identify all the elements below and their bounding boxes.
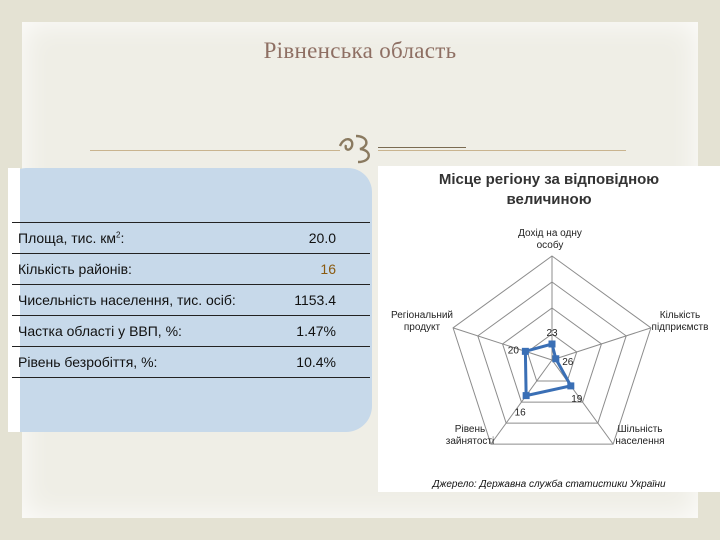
axis-label-employment: Рівень зайнятості xyxy=(445,424,495,447)
radar-value-label: 16 xyxy=(514,407,526,419)
radar-value-label: 23 xyxy=(546,328,558,339)
table-row xyxy=(12,285,370,316)
stats-table xyxy=(12,222,370,378)
chart-title: Місце регіону за відповідною величиною xyxy=(438,171,660,208)
stat-label-districts: Кількість районів: xyxy=(18,261,132,277)
radar-point-3 xyxy=(523,392,530,399)
table-row xyxy=(12,254,370,285)
axis-label-regional-product: Регіональний продукт xyxy=(390,310,454,333)
divider-right xyxy=(378,150,626,151)
slide-title: Рівненська область xyxy=(263,38,457,63)
stat-value-gdp-share: 1.47% xyxy=(296,323,336,339)
chart-source: Джерело: Державна служба статистики України xyxy=(432,479,666,490)
table-row xyxy=(12,316,370,347)
stat-value-area: 20.0 xyxy=(308,230,336,246)
divider-accent xyxy=(378,147,466,148)
radar-spoke xyxy=(453,328,552,360)
stat-label-area: Площа, тис. $км^2$: xyxy=(18,230,125,246)
table-row xyxy=(12,347,370,378)
stat-value-population: 1153.4 xyxy=(294,292,336,308)
table-row xyxy=(12,223,370,254)
axis-label-density: Шільність населення xyxy=(615,424,665,447)
axis-label-income: Дохід на одну особу xyxy=(518,228,582,251)
stat-value-districts: 16 xyxy=(320,261,336,277)
radar-value-label: 20 xyxy=(507,345,519,357)
divider-left xyxy=(90,150,340,151)
radar-value-label: 19 xyxy=(571,393,583,405)
stat-value-unemployment: 10.4% xyxy=(296,354,336,370)
radar-point-0 xyxy=(549,341,556,348)
stat-label-unemployment: Рівень безробіття, %: xyxy=(18,354,158,370)
stat-label-population: Чисельність населення, тис. осіб: xyxy=(18,292,236,308)
axis-label-enterprises: Кількість підприємств xyxy=(651,310,709,333)
radar-point-1 xyxy=(552,355,559,362)
scroll-ornament-icon xyxy=(336,132,382,166)
stat-label-gdp-share: Частка області у ВВП, %: xyxy=(18,323,182,339)
radar-point-4 xyxy=(522,348,529,355)
radar-value-label: 26 xyxy=(562,356,574,368)
radar-chart xyxy=(378,166,720,492)
radar-point-2 xyxy=(567,382,574,389)
radar-spoke xyxy=(552,328,651,360)
